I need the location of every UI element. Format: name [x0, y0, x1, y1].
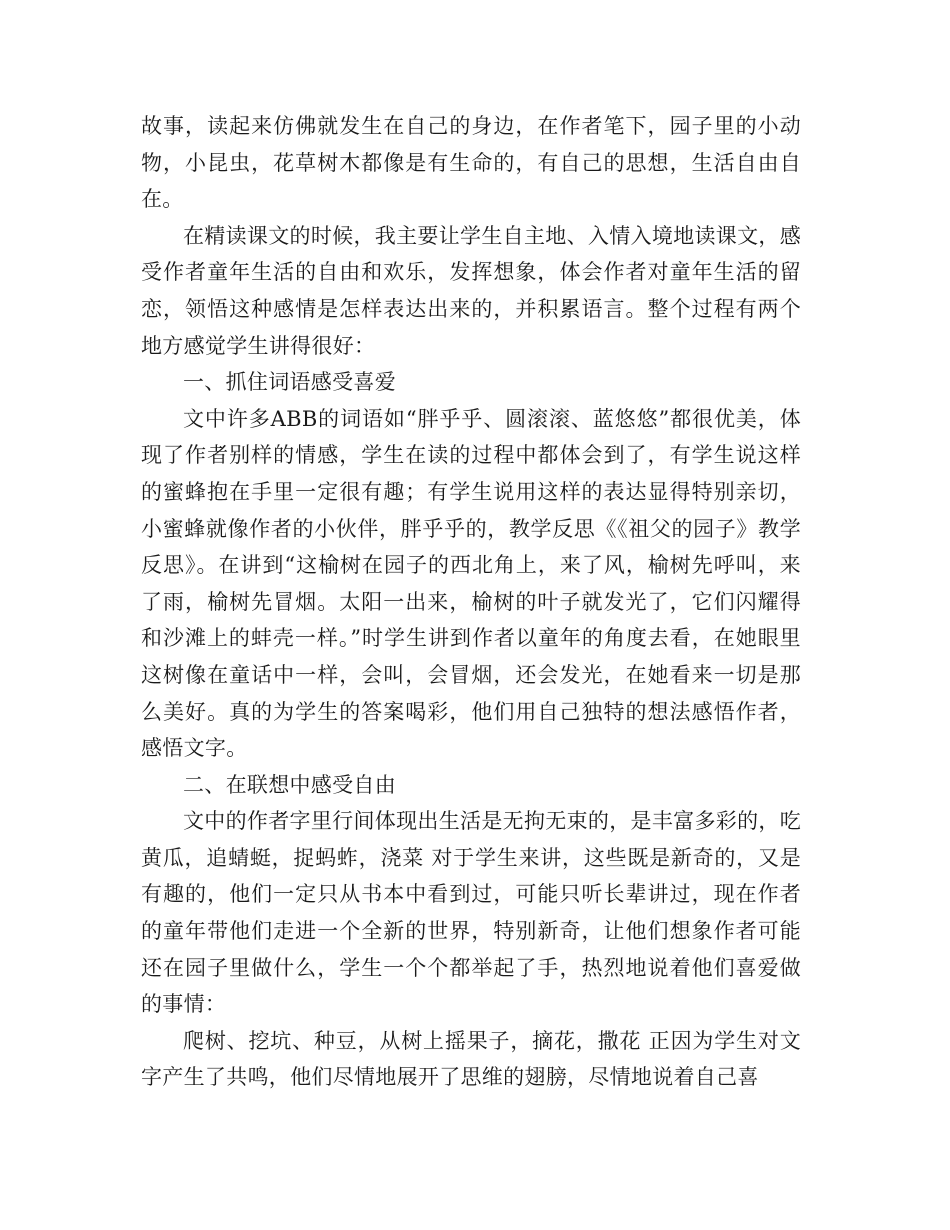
paragraph-words-feeling: 文中许多ABB的词语如“胖乎乎、圆滚滚、蓝悠悠”都很优美，体现了作者别样的情感，学生在读的过程中都体会到了，有学生说这样的蜜蜂抱在手里一定很有趣；有学生说用这样的表达显得特别亲切，小蜜蜂就像作者的小伙伴，胖乎乎的，教学反思《《祖父的园子》教学反思》。在讲到“这榆树在园子的西北角上，来了风，榆树先呼叫，来了雨，榆树先冒烟。太阳一出来，榆树的叶子就发光了，它们闪耀得和沙滩上的蚌壳一样。”时学生讲到作者以童年的角度去看，在她眼里这树像在童话中一样，会叫，会冒烟，还会发光，在她看来一切是那么美好。真的为学生的答案喝彩，他们用自己独特的想法感悟作者，感悟文字。: [141, 406, 801, 761]
paragraph-continuation: 故事，读起来仿佛就发生在自己的身边，在作者笔下，园子里的小动物，小昆虫，花草树木都像是有生命的，有自己的思想，生活自由自在。: [141, 114, 801, 212]
section-heading-2: 二、在联想中感受自由: [183, 772, 396, 797]
document-body: [141, 108, 801, 1096]
paragraph-activities: 爬树、挖坑、种豆，从树上摇果子，摘花，撒花 正因为学生对文字产生了共鸣，他们尽情地展开了思维的翅膀，尽情地说着自己喜: [141, 1028, 801, 1090]
paragraph-freedom: 文中的作者字里行间体现出生活是无拘无束的，是丰富多彩的，吃黄瓜，追蜻蜓，捉蚂蚱，浇菜 对于学生来讲，这些既是新奇的，又是有趣的，他们一定只从书本中看到过，可能只听长辈讲过，现在作者的童年带他们走进一个全新的世界，特别新奇，让他们想象作者可能还在园子里做什么，学生一个个都举起了手，热烈地说着他们喜爱做的事情：: [141, 809, 801, 1017]
paragraph-intensive-reading: 在精读课文的时候，我主要让学生自主地、入情入境地读课文，感受作者童年生活的自由和欢乐，发挥想象，体会作者对童年生活的留恋，领悟这种感情是怎样表达出来的，并积累语言。整个过程有两个地方感觉学生讲得很好：: [141, 223, 801, 358]
section-heading-1: 一、抓住词语感受喜爱: [183, 370, 396, 395]
